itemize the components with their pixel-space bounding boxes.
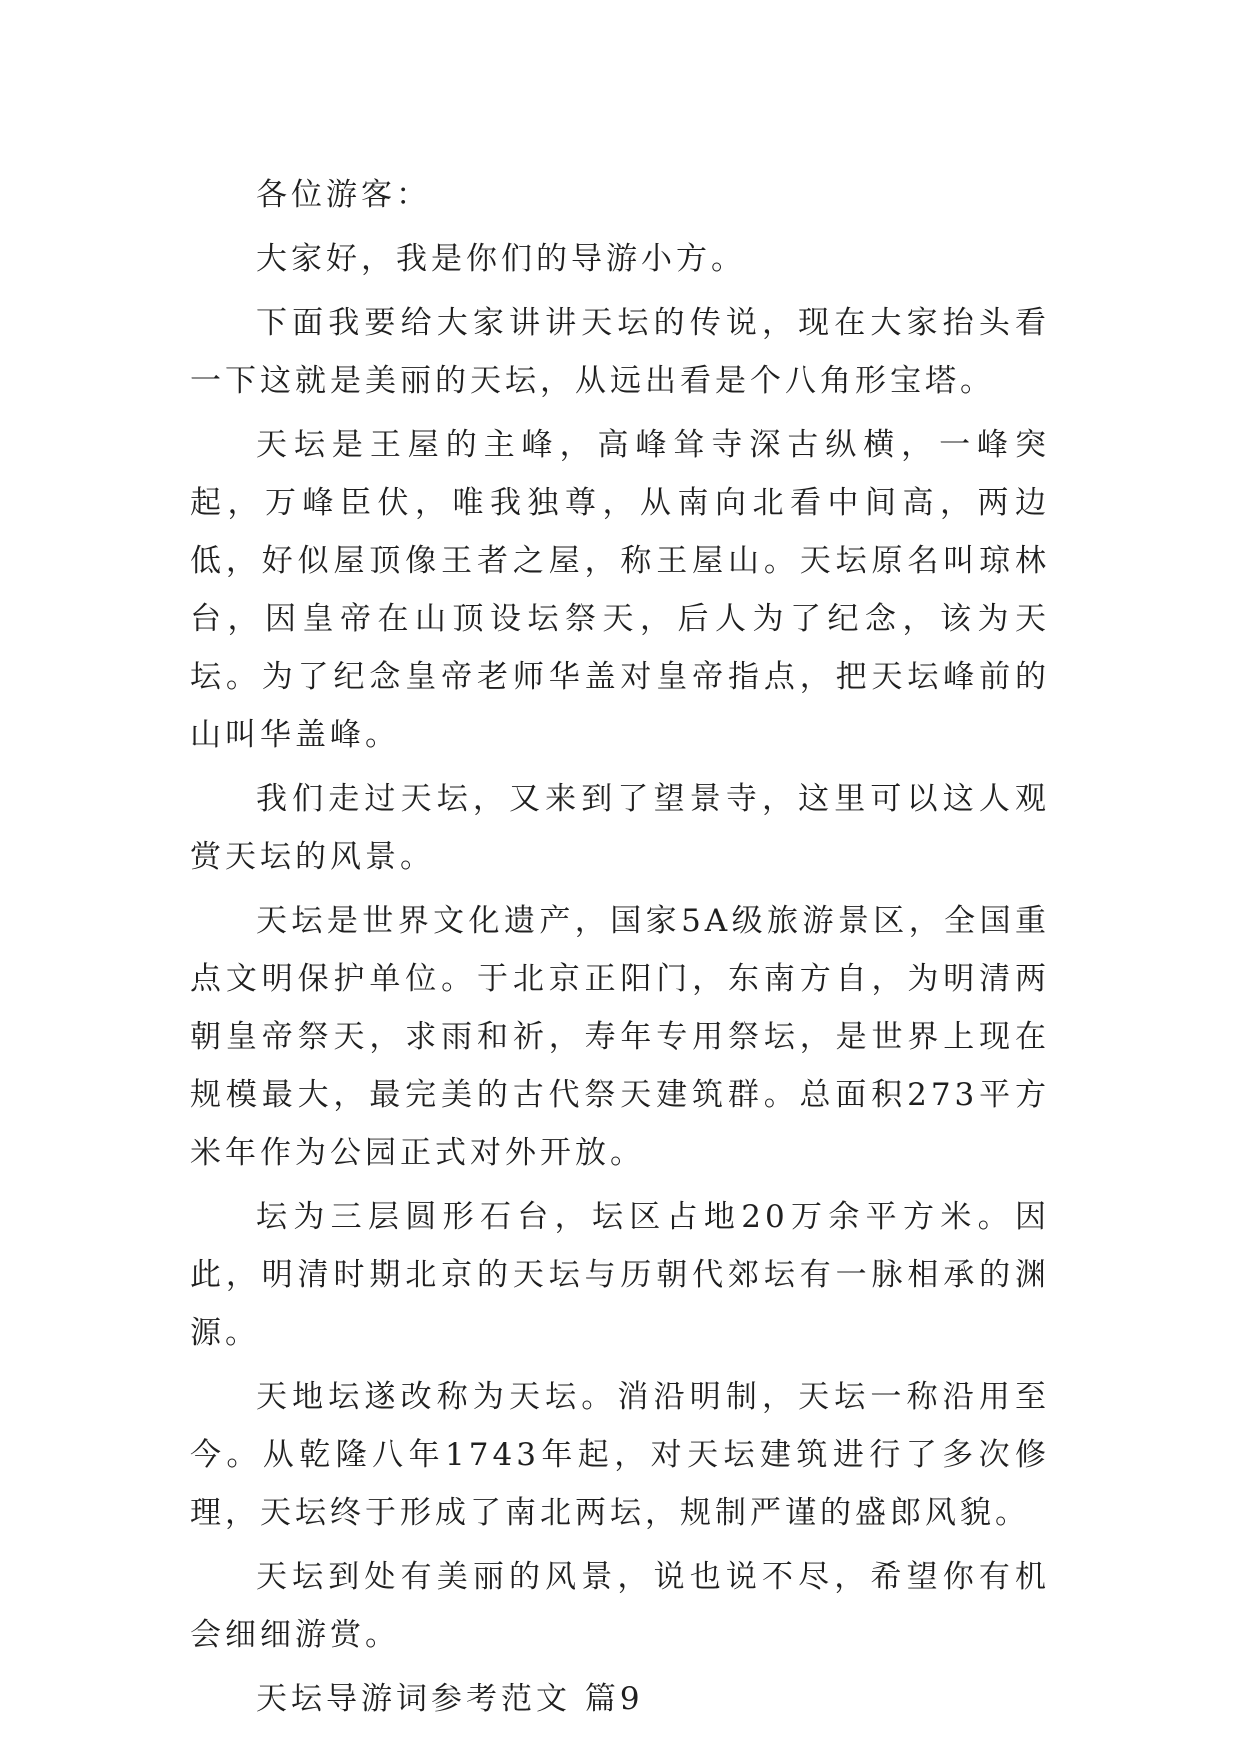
paragraph-renaming-history: 天地坛遂改称为天坛。消沿明制，天坛一称沿用至今。从乾隆八年1743年起，对天坛建筑进行了多次修理，天坛终于形成了南北两坛，规制严谨的盛郎风貌。 — [190, 1379, 1050, 1531]
document-body — [190, 166, 1050, 1734]
paragraph-world-heritage: 天坛是世界文化遗产，国家5A级旅游景区，全国重点文明保护单位。于北京正阳门，东南方自，为明清两朝皇帝祭天，求雨和祈，寿年专用祭坛，是世界上现在规模最大，最完美的古代祭天建筑群。总面积273平方米年作为公园正式对外开放。 — [190, 903, 1050, 1171]
paragraph-introduction: 大家好，我是你们的导游小方。 — [256, 241, 746, 277]
paragraph-three-tier-altar: 坛为三层圆形石台，坛区占地20万余平方米。因此，明清时期北京的天坛与历朝代郊坛有一脉相承的渊源。 — [190, 1199, 1050, 1351]
paragraph-closing: 天坛到处有美丽的风景，说也说不尽，希望你有机会细细游赏。 — [190, 1559, 1050, 1653]
paragraph-main-peak: 天坛是王屋的主峰，高峰耸寺深古纵横，一峰突起，万峰臣伏，唯我独尊，从南向北看中间高，两边低，好似屋顶像王者之屋，称王屋山。天坛原名叫琼林台，因皇帝在山顶设坛祭天，后人为了纪念，该为天坛。为了纪念皇帝老师华盖对皇帝指点，把天坛峰前的山叫华盖峰。 — [190, 427, 1050, 753]
paragraph-wangjing-temple: 我们走过天坛，又来到了望景寺，这里可以这人观赏天坛的风景。 — [190, 781, 1050, 875]
paragraph-greeting: 各位游客： — [256, 177, 431, 213]
section-heading: 天坛导游词参考范文 篇9 — [256, 1681, 644, 1717]
paragraph-legend: 下面我要给大家讲讲天坛的传说，现在大家抬头看一下这就是美丽的天坛，从远出看是个八角形宝塔。 — [190, 305, 1050, 399]
